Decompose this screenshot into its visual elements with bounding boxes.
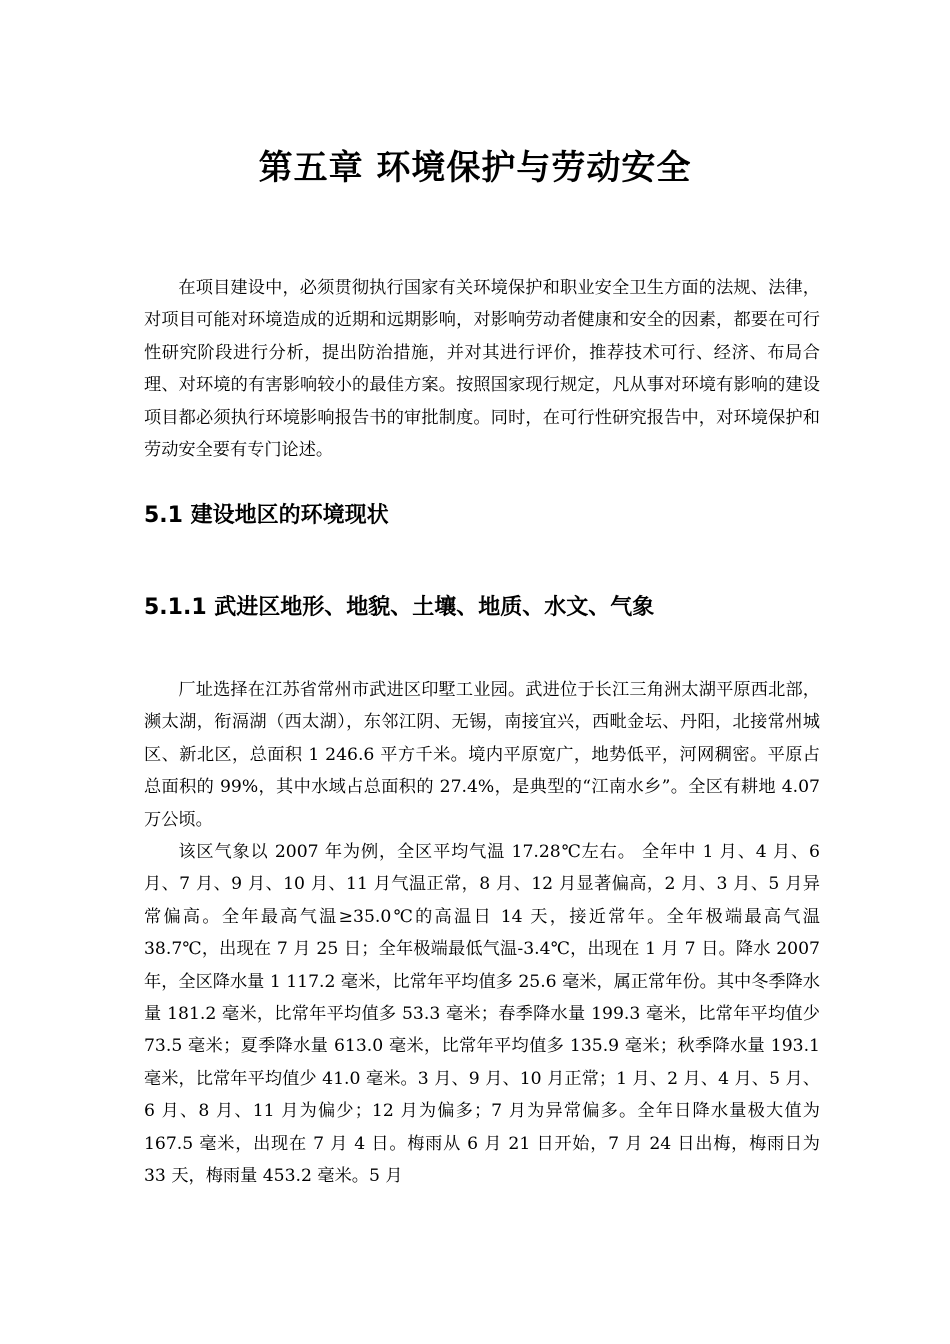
- climate-paragraph: 该区气象以 2007 年为例，全区平均气温 17.28℃左右。 全年中 1 月、4 月、6 月、7 月、9 月、10 月、11 月气温正常，8 月、12 月显著偏高，2 月、3 月、5 月异常偏高。全年最高气温≥35.0℃的高温日 14 天，接近常年。全年极端最高气温 38.7℃，出现在 7 月 25 日；全年极端最低气温-3.4℃，出现在 1 月 7 日。降水 2007 年，全区降水量 1 117.2 毫米，比常年平均值多 25.6 毫米，属正常年份。其中冬季降水量 181.2 毫米，比常年平均值多 53.3 毫米；春季降水量 199.3 毫米，比常年平均值少 73.5 毫米；夏季降水量 613.0 毫米，比常年平均值多 135.9 毫米；秋季降水量 193.1 毫米，比常年平均值少 41.0 毫米。3 月、9 月、10 月正常；1 月、2 月、4 月、5 月、6 月、8 月、11 月为偏少；12 月为偏多；7 月为异常偏多。全年日降水量极大值为 167.5 毫米，出现在 7 月 4 日。梅雨从 6 月 21 日开始，7 月 24 日出梅，梅雨日为 33 天，梅雨量 453.2 毫米。5 月: [144, 842, 820, 1187]
- chapter-title: 第五章 环境保护与劳动安全: [258, 148, 692, 188]
- intro-paragraph: 在项目建设中，必须贯彻执行国家有关环境保护和职业安全卫生方面的法规、法律，对项目可能对环境造成的近期和远期影响，对影响劳动者健康和安全的因素，都要在可行性研究阶段进行分析，提出防治措施，并对其进行评价，推荐技术可行、经济、布局合理、对环境的有害影响较小的最佳方案。按照国家现行规定，凡从事对环境有影响的建设项目都必须执行环境影响报告书的审批制度。同时，在可行性研究报告中，对环境保护和劳动安全要有专门论述。: [144, 278, 820, 461]
- section-heading-5-1: 5.1 建设地区的环境现状: [144, 503, 389, 528]
- section-heading-5-1-1: 5.1.1 武进区地形、地貌、土壤、地质、水文、气象: [144, 595, 655, 620]
- terrain-paragraph: 厂址选择在江苏省常州市武进区印墅工业园。武进位于长江三角洲太湖平原西北部，濒太湖，衔滆湖（西太湖），东邻江阴、无锡，南接宜兴，西毗金坛、丹阳，北接常州城区、新北区，总面积 1 246.6 平方千米。境内平原宽广，地势低平，河网稠密。平原占总面积的 99%，其中水域占总面积的 27.4%，是典型的“江南水乡”。全区有耕地 4.07 万公顷。: [144, 680, 820, 830]
